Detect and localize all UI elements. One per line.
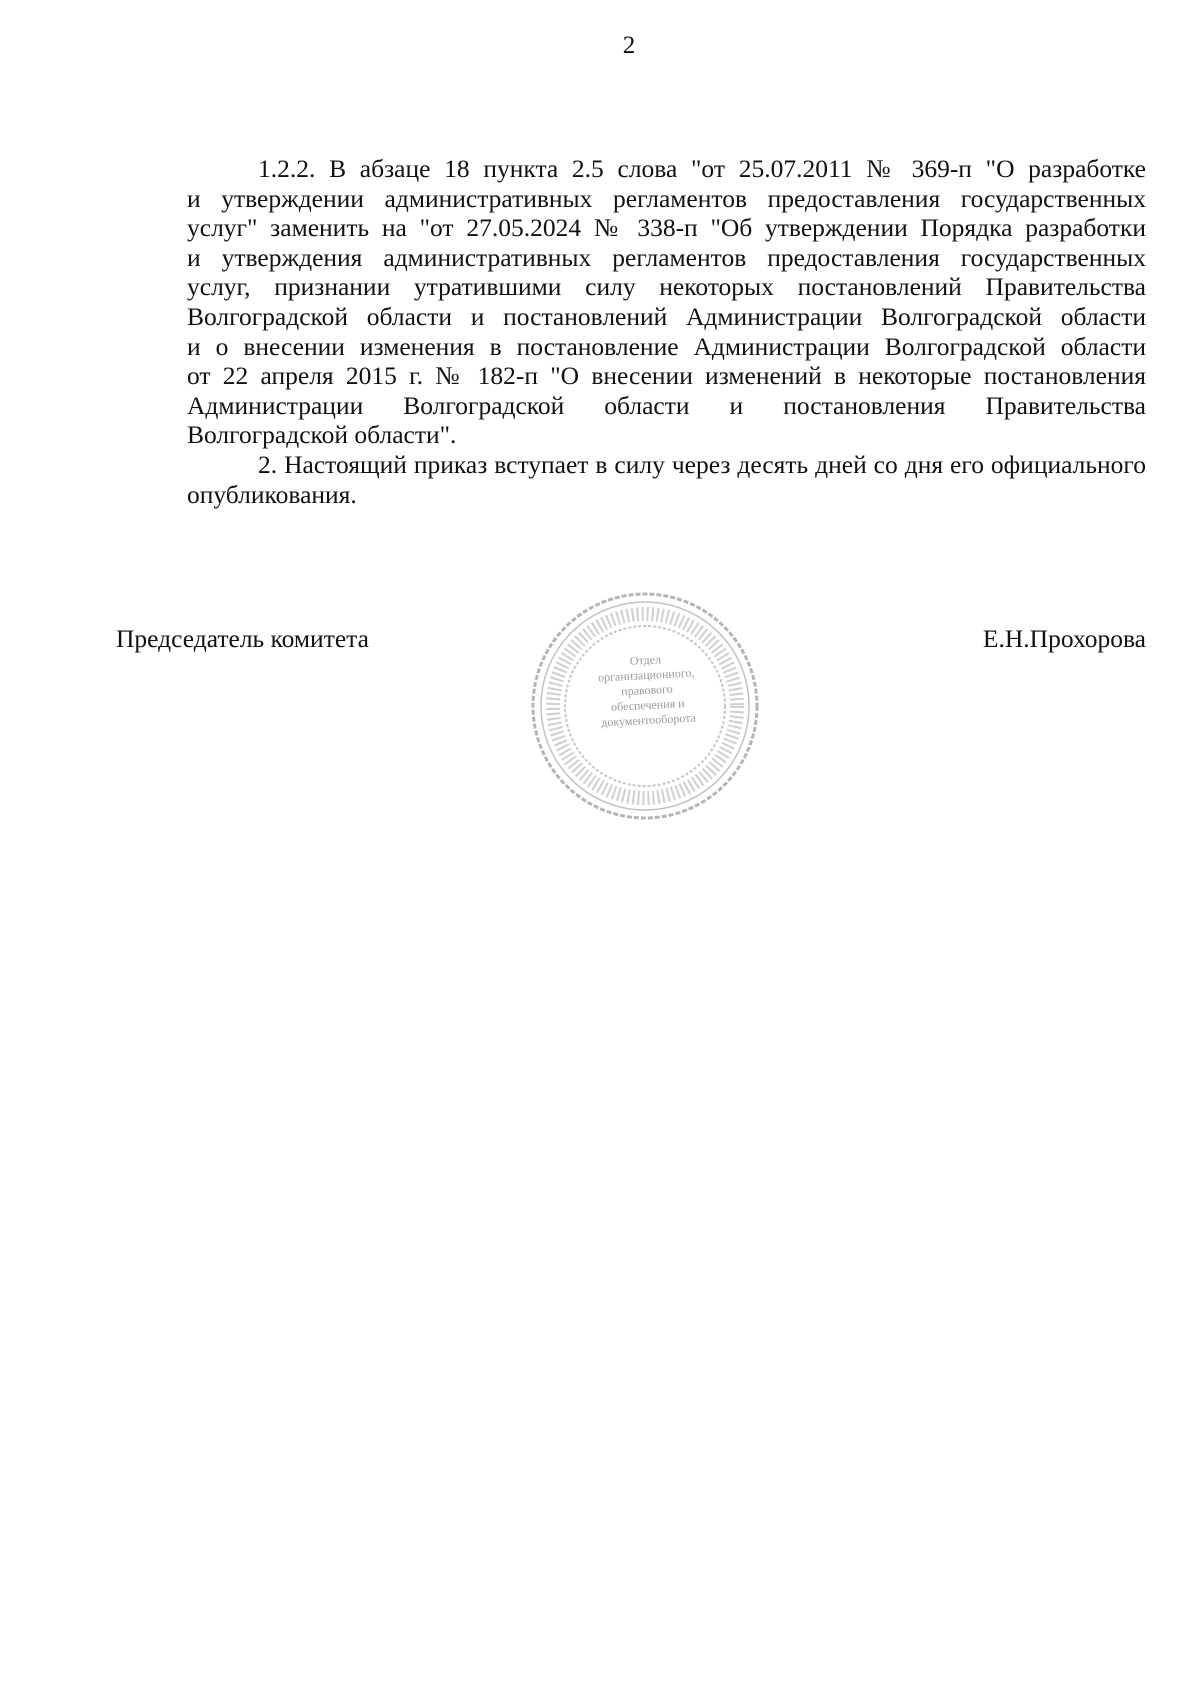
seal-text-line: Отдел	[629, 652, 662, 668]
seal-text-line: обеспечения и	[610, 696, 685, 714]
paragraph-line: и утверждения административных регламентов предоставления государственных	[187, 242, 1146, 272]
paragraph-line: и утверждении административных регламентов предоставления государственных	[187, 183, 1146, 213]
paragraph-line: от 22 апреля 2015 г. № 182-п "О внесении изменений в некоторые постановления	[187, 361, 1146, 391]
seal-text-line: организационного,	[597, 665, 695, 685]
seal-text-line: правового	[620, 681, 674, 699]
paragraph-line: услуг" заменить на "от 27.05.2024 № 338-п "Об утверждении Порядка разработки	[187, 213, 1146, 243]
paragraph-line: опубликования.	[187, 479, 357, 509]
paragraph-line: 2. Настоящий приказ вступает в силу через десять дней со дня его официального	[258, 449, 1146, 479]
signatory-title: Председатель комитета	[116, 624, 369, 653]
paragraph-1-2-2	[116, 154, 1146, 450]
paragraph-line: и о внесении изменения в постановление Администрации Волгоградской области	[187, 331, 1146, 361]
document-body	[116, 154, 1146, 509]
official-seal-stamp	[527, 588, 763, 824]
paragraph-line: Волгоградской области".	[187, 420, 457, 450]
paragraph-line: Администрации Волгоградской области и постановления Правительства	[187, 390, 1146, 420]
seal-inner-text	[580, 650, 714, 732]
paragraph-line: Волгоградской области и постановлений Администрации Волгоградской области	[187, 301, 1146, 331]
paragraph-line: услуг, признании утратившими силу некоторых постановлений Правительства	[187, 272, 1146, 302]
page-number: 2	[622, 32, 636, 59]
paragraph-2	[116, 450, 1146, 509]
seal-text-line: документооборота	[600, 710, 697, 730]
signatory-name: Е.Н.Прохорова	[982, 624, 1146, 653]
paragraph-line: 1.2.2. В абзаце 18 пункта 2.5 слова "от 25.07.2011 № 369-п "О разработке	[258, 154, 1146, 183]
